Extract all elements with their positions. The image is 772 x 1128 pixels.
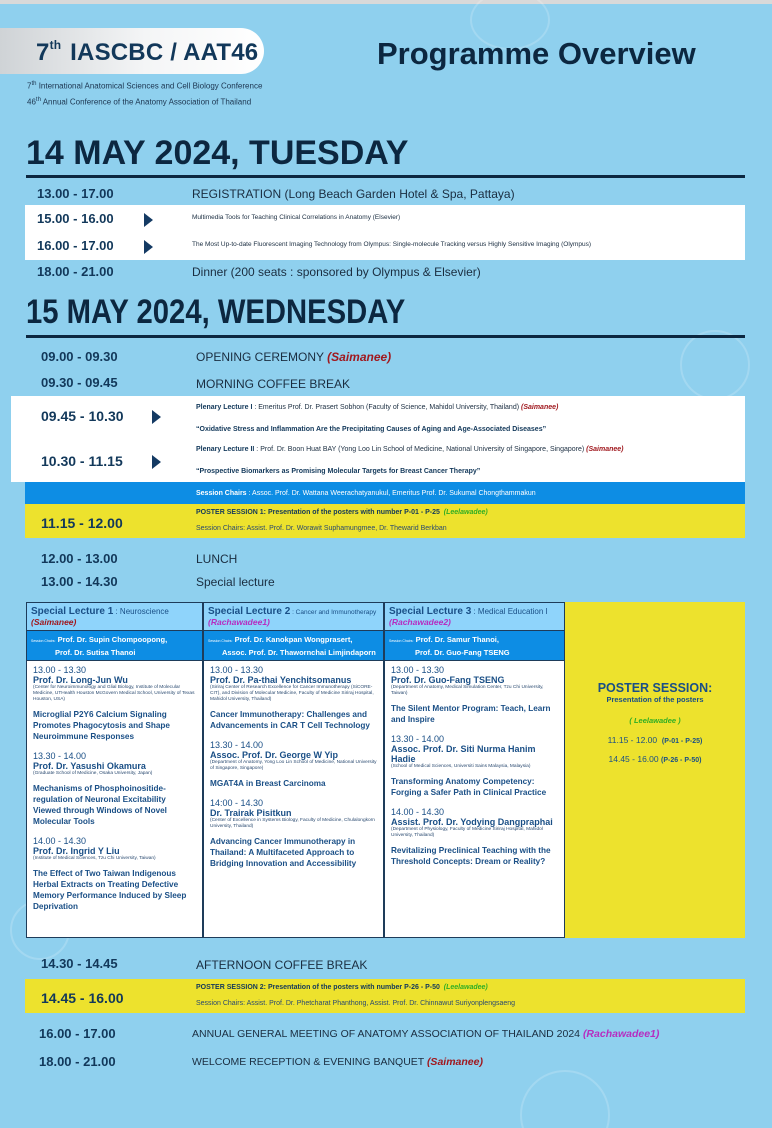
poster2-time: 14.45 - 16.00 [41,990,124,1006]
coffee-pm-text: AFTERNOON COFFEE BREAK [196,958,368,972]
talk-item: 14.00 - 14.30 Prof. Dr. Ingrid Y Liu (Institute of Medical Sciences, Tzu Chi University, Taiwan) The Effect of Two Taiwan Indigenous Herbal Extracts on Treating Defective Memory Performance Induced by Sleep Deprivation [33,836,187,911]
arrow-right-icon [144,213,153,227]
day1-row-time: 16.00 - 17.00 [37,238,114,253]
plenary1-title: “Oxidative Stress and Inflammation Are the Precipitating Causes of Aging and Age-Associated Diseases” [196,426,547,433]
top-strip [0,0,772,4]
special-lecture-3: Special Lecture 3 : Medical Education I (Rachawadee2) Session Chairs: Prof. Dr. Samur Thanoi, Prof. Dr. Guo-Fang TSENG 13.00 - 13.30 Prof. Dr. Guo-Fang TSENG (Department of Anatomy, Medical Simulation Center, Tzu Chi University, Taiwan) The Silent Mentor Program: Teach, Learn and Inspire 13.30 - 14.00 Assoc. Prof. Dr. Siti Nurma Hanim Hadie (School of Medical Sciences, Universiti Sains Malaysia, Malaysia) Transforming Anatomy Competency: Forging a Safer Path in Clinical Practice 14.00 - 14.30 Assist. Prof. Dr. Yodying Dangpraphai (Department of Physiology, Faculty of Medicine Siriraj Hospital, Mahidol University, Thailand) Revitalizing Preclinical Teaching with the Threshold Concepts: Dream or Reality? [384,602,565,938]
opening-time: 09.00 - 09.30 [41,349,118,364]
agm-text: ANNUAL GENERAL MEETING OF ANATOMY ASSOCIATION OF THAILAND 2024 (Rachawadee1) [192,1028,660,1040]
day1-row-text: Dinner (200 seats : sponsored by Olympus & Elsevier) [192,265,481,279]
talk-item: 14:00 - 14.30 Dr. Trairak Pisitkun (Center of Excellence in Systems Biology, Faculty of Medicine, Chulalongkorn University, Thailand) Advancing Cancer Immunotherapy in Thailand: A Multifaceted Approach to Bridging Innovation and Accessibility [210,798,375,868]
arrow-right-icon [152,455,161,469]
poster2-chairs: Session Chairs: Assist. Prof. Dr. Phetcharat Phanthong, Assist. Prof. Dr. Chinnawut Suriyonplengsaeng [196,1000,516,1007]
talk-item: 13.00 - 13.30 Prof. Dr. Long-Jun Wu (Center for Neuroimmunology and Glial Biology, Institute of Molecular Medicine, UTHealth Houston McGovern Medical School, University of Texas Houston, USA) Microglial P2Y6 Calcium Signaling Promotes Phagocytosis and Shape Neuroimmune Responses [33,665,195,741]
coffee-am-text: MORNING COFFEE BREAK [196,377,351,391]
banquet-text: WELCOME RECEPTION & EVENING BANQUET (Saimanee) [192,1056,483,1068]
conference-line-2: 46th Annual Conference of the Anatomy Association of Thailand [27,97,252,107]
day1-row-time: 18.00 - 21.00 [37,264,114,279]
day2-title: 15 MAY 2024, WEDNESDAY [26,293,406,331]
special-lecture-2: Special Lecture 2 : Cancer and Immunotherapy (Rachawadee1) Session Chairs: Prof. Dr. Kanokpan Wongprasert, Assoc. Prof. Dr. Thawornchai Limjindaporn 13.00 - 13.30 Prof. Dr. Pa-thai Yenchitsomanus (Siriraj Center of Research Excellence for Cancer Immunotherapy (SiCORE-CIT), and Division of Molecular Medicine, Faculty of Medicine Siriraj Hospital, Mahidol University, Thailand) Cancer Immunotherapy: Challenges and Advancements in CAR T Cell Technology 13.30 - 14.00 Assoc. Prof. Dr. George W Yip (Department of Anatomy, Yong Loo Lin School of Medicine, National University of Singapore, Singapore) MGAT4A in Breast Carcinoma 14:00 - 14.30 Dr. Trairak Pisitkun (Center of Excellence in Systems Biology, Faculty of Medicine, Chulalongkorn University, Thailand) Advancing Cancer Immunotherapy in Thailand: A Multifaceted Approach to Bridging Innovation and Accessibility [203,602,384,938]
session-chairs-text: Session Chairs : Assoc. Prof. Dr. Wattana Weerachatyanukul, Emeritus Prof. Dr. Sukumal Chongthammakun [196,490,536,497]
talk-item: 13.00 - 13.30 Prof. Dr. Pa-thai Yenchitsomanus (Siriraj Center of Research Excellence for Cancer Immunotherapy (SiCORE-CIT), and Division of Molecular Medicine, Faculty of Medicine Siriraj Hospital, Mahidol University, Thailand) Cancer Immunotherapy: Challenges and Advancements in CAR T Cell Technology [210,665,374,730]
day1-row-text: The Most Up-to-date Fluorescent Imaging Technology from Olympus: Single-molecule Tracking versus Highly Sensitive Imaging (Olympus) [192,241,592,248]
talk-item: 14.00 - 14.30 Assist. Prof. Dr. Yodying Dangpraphai (Department of Physiology, Faculty of Medicine Siriraj Hospital, Mahidol University, Thailand) Revitalizing Preclinical Teaching with the Threshold Concepts: Dream or Reality? [391,807,553,866]
plenary2-title: “Prospective Biomarkers as Promising Molecular Targets for Breast Cancer Therapy” [196,468,481,475]
venue-label: (Saimanee) [327,350,392,364]
session-chairs: Session Chairs: Prof. Dr. Samur Thanoi, Prof. Dr. Guo-Fang TSENG [385,631,564,661]
poster1-title: POSTER SESSION 1: Presentation of the posters with number P-01 - P-25 (Leelawadee) [196,509,488,516]
day1-row-text: REGISTRATION (Long Beach Garden Hotel & Spa, Pattaya) [192,187,515,201]
event-name: 7th IASCBC / AAT46 [36,38,259,66]
day1-row-time: 13.00 - 17.00 [37,186,114,201]
conference-line-1: 7th International Anatomical Sciences and Cell Biology Conference [27,81,263,91]
poster1-chairs: Session Chairs: Assist. Prof. Dr. Worawit Suphamungmee, Dr. Thewarid Berkban [196,525,447,532]
day1-title: 14 MAY 2024, TUESDAY [26,134,409,172]
agm-time: 16.00 - 17.00 [39,1026,116,1041]
talk-item: 13.30 - 14.00 Assoc. Prof. Dr. Siti Nurma Hanim Hadie (School of Medical Sciences, Universiti Sains Malaysia, Malaysia) Transforming Anatomy Competency: Forging a Safer Path in Clinical Practice [391,734,547,797]
day1-row-text: Multimedia Tools for Teaching Clinical Correlations in Anatomy (Elsevier) [192,214,401,221]
poster-session-box: POSTER SESSION: Presentation of the posters ( Leelawadee ) 11.15 - 12.00 (P-01 - P-25) 14.45 - 16.00 (P-26 - P-50) [565,602,745,938]
lunch-text: LUNCH [196,552,238,566]
page-title: Programme Overview [377,36,696,71]
special-lecture-1: Special Lecture 1 : Neuroscience (Saimanee) Session Chairs: Prof. Dr. Supin Chompoopong, Prof. Dr. Sutisa Thanoi 13.00 - 13.30 Prof. Dr. Long-Jun Wu (Center for Neuroimmunology and Glial Biology, Institute of Molecular Medicine, UTHealth Houston McGovern Medical School, University of Texas Houston, USA) Microglial P2Y6 Calcium Signaling Promotes Phagocytosis and Shape Neuroimmune Responses 13.30 - 14.00 Prof. Dr. Yasushi Okamura (Graduate School of Medicine, Osaka University, Japan) Mechanisms of Phosphoinositide-regulation of Neuronal Excitability Viewed through Windows of Novel Molecular Tools 14.00 - 14.30 Prof. Dr. Ingrid Y Liu (Institute of Medical Sciences, Tzu Chi University, Taiwan) The Effect of Two Taiwan Indigenous Herbal Extracts on Treating Defective Memory Performance Induced by Sleep Deprivation [26,602,203,938]
banquet-time: 18.00 - 21.00 [39,1054,116,1069]
talk-item: 13.30 - 14.00 Prof. Dr. Yasushi Okamura (Graduate School of Medicine, Osaka University, Japan) Mechanisms of Phosphoinositide-regulation of Neuronal Excitability Viewed through Windows of Novel Molecular Tools [33,751,167,826]
plenary1-time: 09.45 - 10.30 [41,408,124,424]
talk-item: 13.30 - 14.00 Assoc. Prof. Dr. George W Yip (Department of Anatomy, Yong Loo Lin School of Medicine, National University of Singapore, Singapore) MGAT4A in Breast Carcinoma [210,740,377,788]
plenary1-speaker: Plenary Lecture I : Emeritus Prof. Dr. Prasert Sobhon (Faculty of Science, Mahidol University, Thailand) (Saimanee) [196,404,559,411]
poster1-time: 11.15 - 12.00 [41,515,123,531]
talk-item: 13.00 - 13.30 Prof. Dr. Guo-Fang TSENG (Department of Anatomy, Medical Simulation Center, Tzu Chi University, Taiwan) The Silent Mentor Program: Teach, Learn and Inspire [391,665,551,724]
special-time: 13.00 - 14.30 [41,574,118,589]
plenary2-time: 10.30 - 11.15 [41,453,123,469]
day1-row-time: 15.00 - 16.00 [37,211,114,226]
opening-text: OPENING CEREMONY (Saimanee) [196,350,392,364]
session-chairs: Session Chairs: Prof. Dr. Supin Chompoopong, Prof. Dr. Sutisa Thanoi [27,631,202,661]
lunch-time: 12.00 - 13.00 [41,551,118,566]
background-illustration [520,1070,610,1128]
special-text: Special lecture [196,575,275,589]
coffee-pm-time: 14.30 - 14.45 [41,956,118,971]
day2-divider [26,335,745,338]
background-illustration [680,330,750,400]
plenary2-speaker: Plenary Lecture II : Prof. Dr. Boon Huat BAY (Yong Loo Lin School of Medicine, National University of Singapore, Singapore) (Saimanee) [196,446,624,453]
session-chairs: Session Chairs: Prof. Dr. Kanokpan Wongprasert, Assoc. Prof. Dr. Thawornchai Limjindaporn [204,631,383,661]
arrow-right-icon [144,240,153,254]
coffee-am-time: 09.30 - 09.45 [41,375,118,390]
arrow-right-icon [152,410,161,424]
day1-divider [26,175,745,178]
poster2-title: POSTER SESSION 2: Presentation of the posters with number P-26 - P-50 (Leelawadee) [196,984,488,991]
